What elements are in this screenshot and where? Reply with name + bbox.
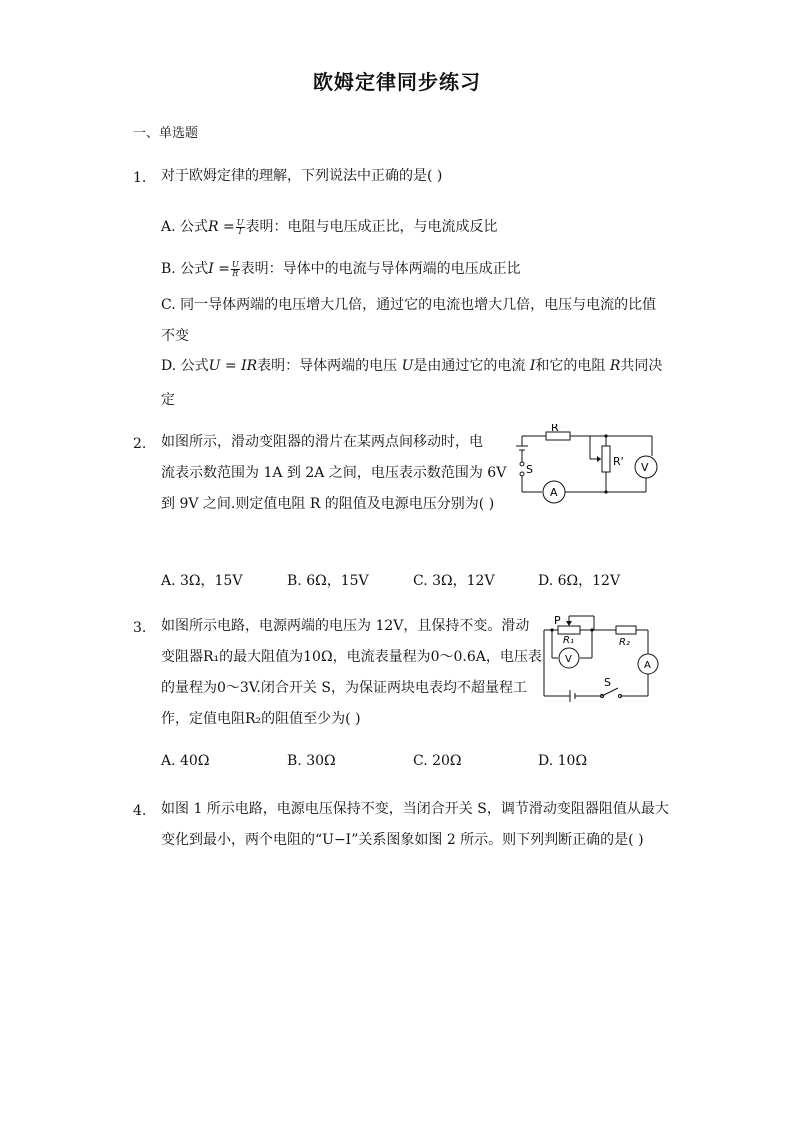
q3-line1: 如图所示电路，电源两端的电压为 12V，且保持不变。滑动 [161,618,530,634]
label-a: A [550,486,558,499]
q1-option-d[interactable] [161,355,662,375]
option-text: 共同决 [620,358,663,374]
rheostat-r1 [558,626,580,634]
q2-option-b[interactable]: B. 6Ω，15V [287,573,369,589]
q2-option-d[interactable]: D. 6Ω，12V [538,573,621,589]
option-label: D. [161,358,177,374]
q4-number: 4. [133,803,147,819]
q2-option-c[interactable]: C. 3Ω，12V [413,573,495,589]
label-s: S [604,676,611,689]
label-a: A [644,660,651,671]
option-label: C. [161,297,176,313]
q3-option-a[interactable]: A. 40Ω [161,753,210,769]
q2-circuit-diagram [510,424,665,508]
rheostat [602,446,610,472]
formula: I = [208,261,230,277]
option-prefix: 公式 [180,358,209,374]
option-text: 同一导体两端的电压增大几倍，通过它的电流也增大几倍，电压与电流的比值 [180,297,657,313]
fraction: $\frac{U}{I}$ [236,217,244,236]
q2-number: 2. [133,436,147,452]
q3-option-b[interactable]: B. 30Ω [287,753,336,769]
fraction: $\frac{U}{R}$ [231,259,239,278]
q1-option-d-line2: 定 [161,392,175,408]
q3-circuit-diagram [536,610,660,704]
option-prefix: 公式 [180,219,209,235]
label-r2: R₂ [619,637,630,648]
option-text: 表明：导体中的电流与导体两端的电压成正比 [240,261,521,277]
label-r-prime: R' [613,455,624,468]
q3-line4: 作，定值电阻R₂的阻值至少为( ) [161,711,361,727]
formula: U = IR [208,358,258,374]
option-label: A. [161,219,176,235]
var-u: U [401,358,414,374]
q1-number: 1. [133,170,147,186]
label-s: S [526,463,533,476]
label-v: V [641,461,649,474]
var-i: I [529,358,536,374]
page-title: 欧姆定律同步练习 [313,70,481,94]
q3-number: 3. [133,620,147,636]
section-heading: 一、单选题 [133,126,199,141]
option-text: 和它的电阻 [535,358,610,374]
q2-line2: 流表示数范围为 1A 到 2A 之间，电压表示数范围为 6V [161,465,507,481]
option-prefix: 公式 [180,261,209,277]
option-label: B. [161,261,176,277]
q2-line3: 到 9V 之间.则定值电阻 R 的阻值及电源电压分别为( ) [161,496,495,512]
q3-option-c[interactable]: C. 20Ω [413,753,462,769]
label-r1: R₁ [563,635,574,646]
q1-option-b[interactable] [161,258,521,278]
resistor-r2 [616,626,636,634]
q1-option-c-line2: 不变 [161,328,189,344]
var-r: R [609,358,621,374]
option-text: 是由通过它的电流 [413,358,530,374]
option-text: 表明：导体两端的电压 [257,358,402,374]
q4-line2: 变化到最小，两个电阻的“U−I”关系图象如图 2 所示。则下列判断正确的是( ) [161,832,644,848]
q1-option-c[interactable] [161,294,656,314]
option-text: 表明：电阻与电压成正比，与电流成反比 [245,219,498,235]
q2-option-a[interactable]: A. 3Ω，15V [161,573,243,589]
q3-line3: 的量程为0～3V.闭合开关 S，为保证两块电表均不超量程工 [161,680,527,696]
q1-option-a[interactable] [161,216,498,236]
q3-line2: 变阻器R₁的最大阻值为10Ω，电流表量程为0～0.6A，电压表 [161,649,542,665]
q1-stem: 对于欧姆定律的理解，下列说法中正确的是( ) [161,168,443,184]
label-p: P [554,614,561,627]
label-r: R [551,424,559,434]
formula: R = [208,219,235,235]
q3-option-d[interactable]: D. 10Ω [538,753,588,769]
q4-line1: 如图 1 所示电路，电源电压保持不变，当闭合开关 S，调节滑动变阻器阻值从最大 [161,801,669,817]
q2-line1: 如图所示，滑动变阻器的滑片在某两点间移动时，电 [161,434,483,450]
label-v: V [565,654,572,665]
